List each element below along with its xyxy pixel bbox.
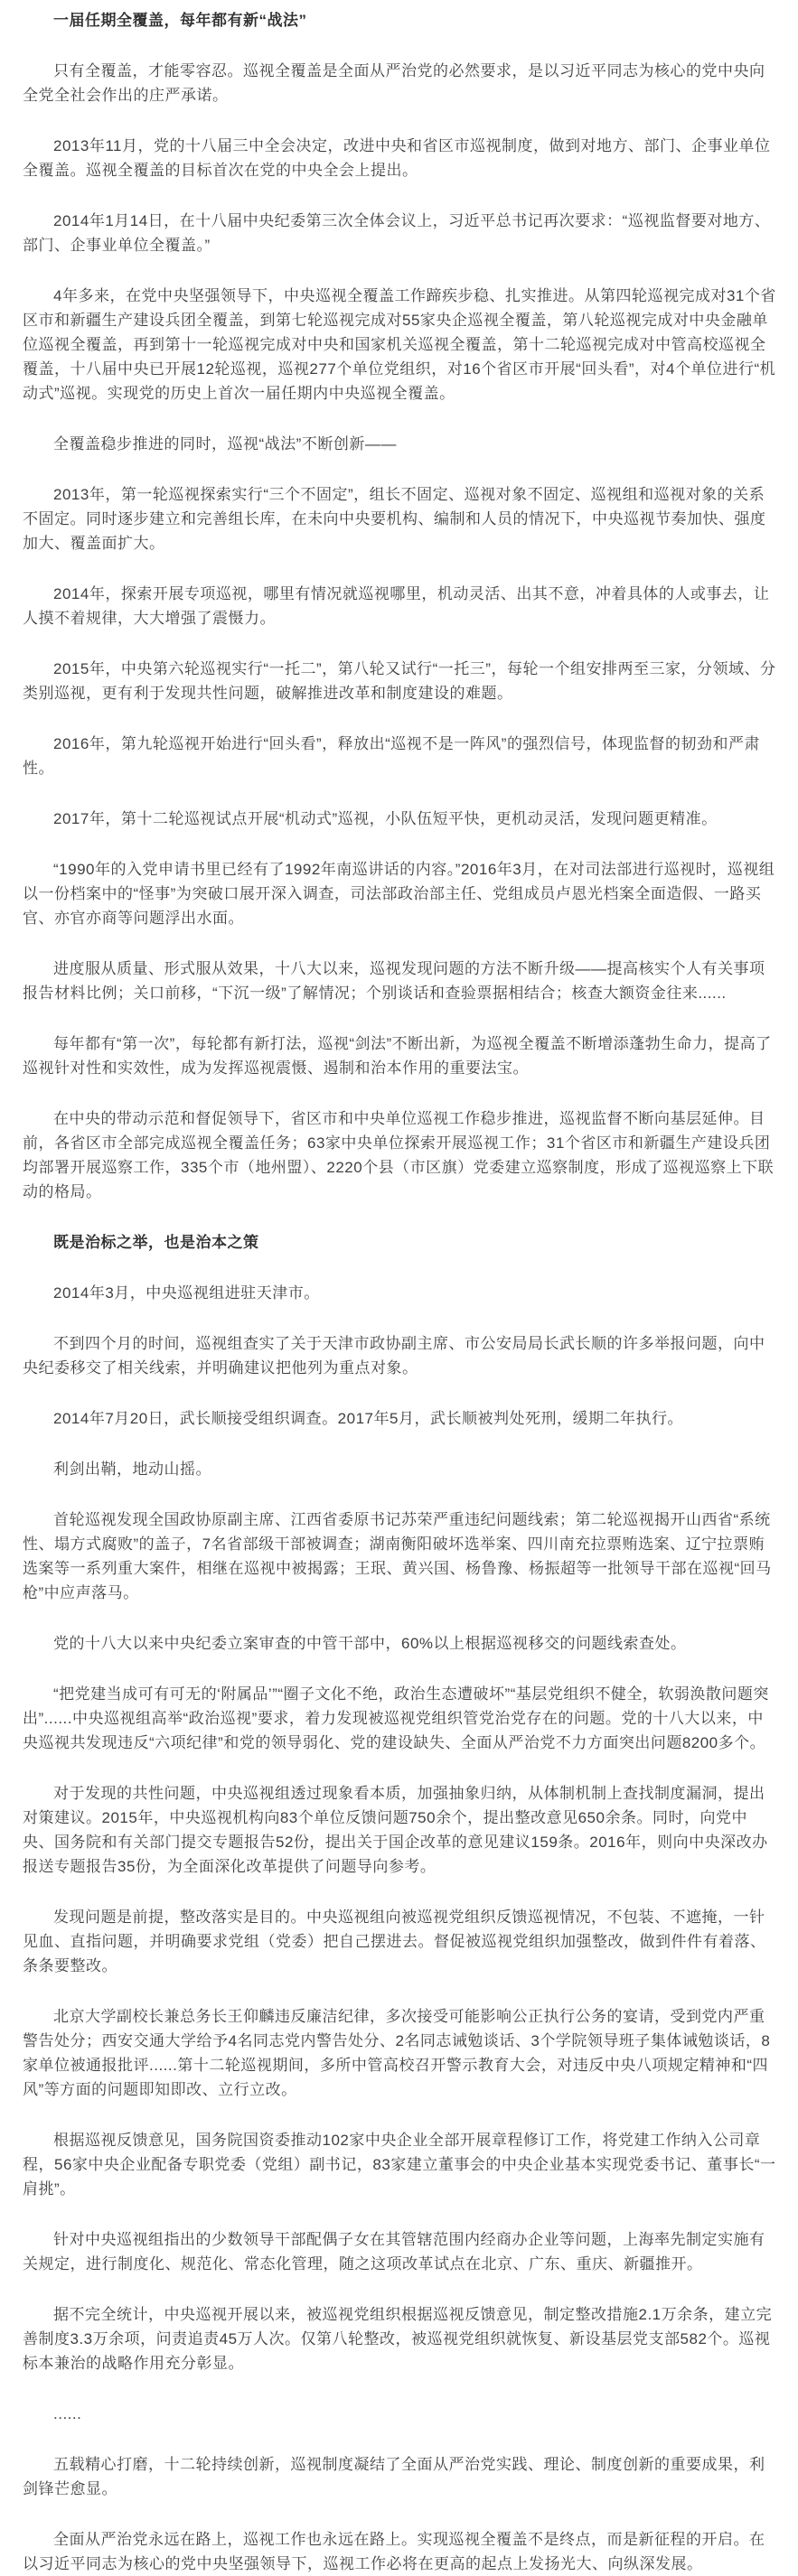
- paragraph: 2014年1月14日，在十八届中央纪委第三次全体会议上，习近平总书记再次要求：“巡视监督要对地方、部门、企事业单位全覆盖。”: [23, 212, 771, 254]
- paragraph: 2017年，第十二轮巡视试点开展“机动式”巡视，小队伍短平快，更机动灵活，发现问题更精准。: [53, 810, 718, 827]
- paragraph: 2014年7月20日，武长顺接受组织调查。2017年5月，武长顺被判处死刑，缓期二年执行。: [53, 1410, 683, 1427]
- paragraph: 2016年，第九轮巡视开始进行“回头看”，释放出“巡视不是一阵风”的强烈信号，体现监督的韧劲和严肃性。: [23, 735, 760, 777]
- paragraph: 全面从严治党永远在路上，巡视工作也永远在路上。实现巡视全覆盖不是终点，而是新征程的开启。在以习近平同志为核心的党中央坚强领导下，巡视工作必将在更高的起点上发扬光大、向纵深发展。: [23, 2531, 765, 2572]
- paragraph: 2013年，第一轮巡视探索实行“三个不固定”，组长不固定、巡视对象不固定、巡视组和巡视对象的关系不固定。同时逐步建立和完善组长库，在未向中央要机构、编制和人员的情况下，中央巡视节奏加快、强度加大、覆盖面扩大。: [23, 486, 766, 552]
- paragraph: 进度服从质量、形式服从效果，十八大以来，巡视发现问题的方法不断升级——提高核实个人有关事项报告材料比例；关口前移，“下沉一级”了解情况；个别谈话和查验票据相结合；核查大额资金往来......: [23, 960, 765, 1002]
- section-heading: 一届任期全覆盖，每年都有新“战法”: [53, 12, 307, 29]
- paragraph: 五载精心打磨，十二轮持续创新，巡视制度凝结了全面从严治党实践、理论、制度创新的重要成果，利剑锋芒愈显。: [23, 2456, 765, 2497]
- paragraph: 党的十八大以来中央纪委立案审查的中管干部中，60%以上根据巡视移交的问题线索查处。: [53, 1635, 687, 1652]
- paragraph: 全覆盖稳步推进的同时，巡视“战法”不断创新——: [53, 435, 397, 453]
- paragraph: 只有全覆盖，才能零容忍。巡视全覆盖是全面从严治党的必然要求，是以习近平同志为核心的党中央向全党全社会作出的庄严承诺。: [23, 62, 765, 104]
- section-heading: 既是治标之举，也是治本之策: [53, 1234, 259, 1251]
- paragraph: 每年都有“第一次”，每轮都有新打法，巡视“剑法”不断出新，为巡视全覆盖不断增添蓬勃生命力，提高了巡视针对性和实效性，成为发挥巡视震慑、遏制和治本作用的重要法宝。: [23, 1035, 772, 1077]
- paragraph: 2014年3月，中央巡视组进驻天津市。: [53, 1284, 320, 1302]
- paragraph: 在中央的带动示范和督促领导下，省区市和中央单位巡视工作稳步推进，巡视监督不断向基层延伸。目前，各省区市全部完成巡视全覆盖任务；63家中央单位探索开展巡视工作；31个省区市和新疆生产建设兵团均部署开展巡察工作，335个市（地州盟）、2220个县（市区旗）党委建立巡察制度，形成了巡视巡察上下联动的格局。: [23, 1110, 775, 1200]
- article-body: [23, 8, 776, 2576]
- paragraph: 针对中央巡视组指出的少数领导干部配偶子女在其管辖范围内经商办企业等问题，上海率先制定实施有关规定，进行制度化、规范化、常态化管理，随之这项改革试点在北京、广东、重庆、新疆推开。: [23, 2231, 765, 2273]
- paragraph: 根据巡视反馈意见，国务院国资委推动102家中央企业全部开展章程修订工作，将党建工作纳入公司章程，56家中央企业配备专职党委（党组）副书记，83家建立董事会的中央企业基本实现党委书记、董事长“一肩挑”。: [23, 2132, 776, 2198]
- paragraph: 2015年，中央第六轮巡视实行“一托二”，第八轮又试行“一托三”，每轮一个组安排两至三家，分领域、分类别巡视，更有利于发现共性问题，破解推进改革和制度建设的难题。: [23, 660, 776, 702]
- paragraph: “把党建当成可有可无的‘附属品’”“圈子文化不绝，政治生态遭破坏”“基层党组织不健全，软弱涣散问题突出”......中央巡视组高举“政治巡视”要求，着力发现被巡视党组织管党治党存在的问题。党的十八大以来，中央巡视共发现违反“六项纪律”和党的领导弱化、党的建设缺失、全面从严治党不力方面突出问题8200多个。: [23, 1685, 769, 1751]
- paragraph: 对于发现的共性问题，中央巡视组透过现象看本质，加强抽象归纳，从体制机制上查找制度漏洞，提出对策建议。2015年，中央巡视机构向83个单位反馈问题750余个，提出整改意见650余条。同时，向党中央、国务院和有关部门提交专题报告52份，提出关于国企改革的意见建议159条。2016年，则向中央深改办报送专题报告35份，为全面深化改革提供了问题导向参考。: [23, 1785, 768, 1875]
- paragraph: ......: [53, 2405, 82, 2422]
- paragraph: 北京大学副校长兼总务长王仰麟违反廉洁纪律，多次接受可能影响公正执行公务的宴请，受到党内严重警告处分；西安交通大学给予4名同志党内警告处分、2名同志诫勉谈话、3个学院领导班子集体诫勉谈话，8家单位被通报批评......第十二轮巡视期间，多所中管高校召开警示教育大会，对违反中央八项规定精神和“四风”等方面的问题即知即改、立行立改。: [23, 2008, 771, 2098]
- paragraph: 据不完全统计，中央巡视开展以来，被巡视党组织根据巡视反馈意见，制定整改措施2.1万余条，建立完善制度3.3万余项，问责追责45万人次。仅第八轮整改，被巡视党组织就恢复、新设基层党支部582个。巡视标本兼治的战略作用充分彰显。: [23, 2306, 773, 2372]
- paragraph: 发现问题是前提，整改落实是目的。中央巡视组向被巡视党组织反馈巡视情况，不包装、不遮掩，一针见血、直指问题，并明确要求党组（党委）把自己摆进去。督促被巡视党组织加强整改，做到件件有着落、条条要整改。: [23, 1909, 766, 1974]
- paragraph: 利剑出鞘，地动山摇。: [53, 1461, 211, 1478]
- paragraph: 2013年11月，党的十八届三中全会决定，改进中央和省区市巡视制度，做到对地方、部门、企事业单位全覆盖。巡视全覆盖的目标首次在党的中央全会上提出。: [23, 137, 771, 179]
- paragraph: 首轮巡视发现全国政协原副主席、江西省委原书记苏荣严重违纪问题线索；第二轮巡视揭开山西省“系统性、塌方式腐败”的盖子，7名省部级干部被调查；湖南衡阳破坏选举案、四川南充拉票贿选案、辽宁拉票贿选案等一系列重大案件，相继在巡视中被揭露；王珉、黄兴国、杨鲁豫、杨振超等一批领导干部在巡视“回马枪”中应声落马。: [23, 1511, 772, 1601]
- paragraph: 不到四个月的时间，巡视组查实了关于天津市政协副主席、市公安局局长武长顺的许多举报问题，向中央纪委移交了相关线索，并明确建议把他列为重点对象。: [23, 1335, 765, 1377]
- paragraph: 2014年，探索开展专项巡视，哪里有情况就巡视哪里，机动灵活、出其不意，冲着具体的人或事去，让人摸不着规律，大大增强了震慑力。: [23, 585, 770, 627]
- paragraph: 4年多来，在党中央坚强领导下，中央巡视全覆盖工作蹄疾步稳、扎实推进。从第四轮巡视完成对31个省区市和新疆生产建设兵团全覆盖，到第七轮巡视完成对55家央企巡视全覆盖，第八轮巡视完成对中央金融单位巡视全覆盖，再到第十一轮巡视完成对中央和国家机关巡视全覆盖，第十二轮巡视完成对中管高校巡视全覆盖，十八届中央已开展12轮巡视，巡视277个单位党组织，对16个省区市开展“回头看”，对4个单位进行“机动式”巡视。实现党的历史上首次一届任期内中央巡视全覆盖。: [23, 287, 776, 402]
- paragraph: “1990年的入党申请书里已经有了1992年南巡讲话的内容。”2016年3月，在对司法部进行巡视时，巡视组以一份档案中的“怪事”为突破口展开深入调查，司法部政治部主任、党组成员卢恩光档案全面造假、一路买官、亦官亦商等问题浮出水面。: [23, 861, 775, 927]
